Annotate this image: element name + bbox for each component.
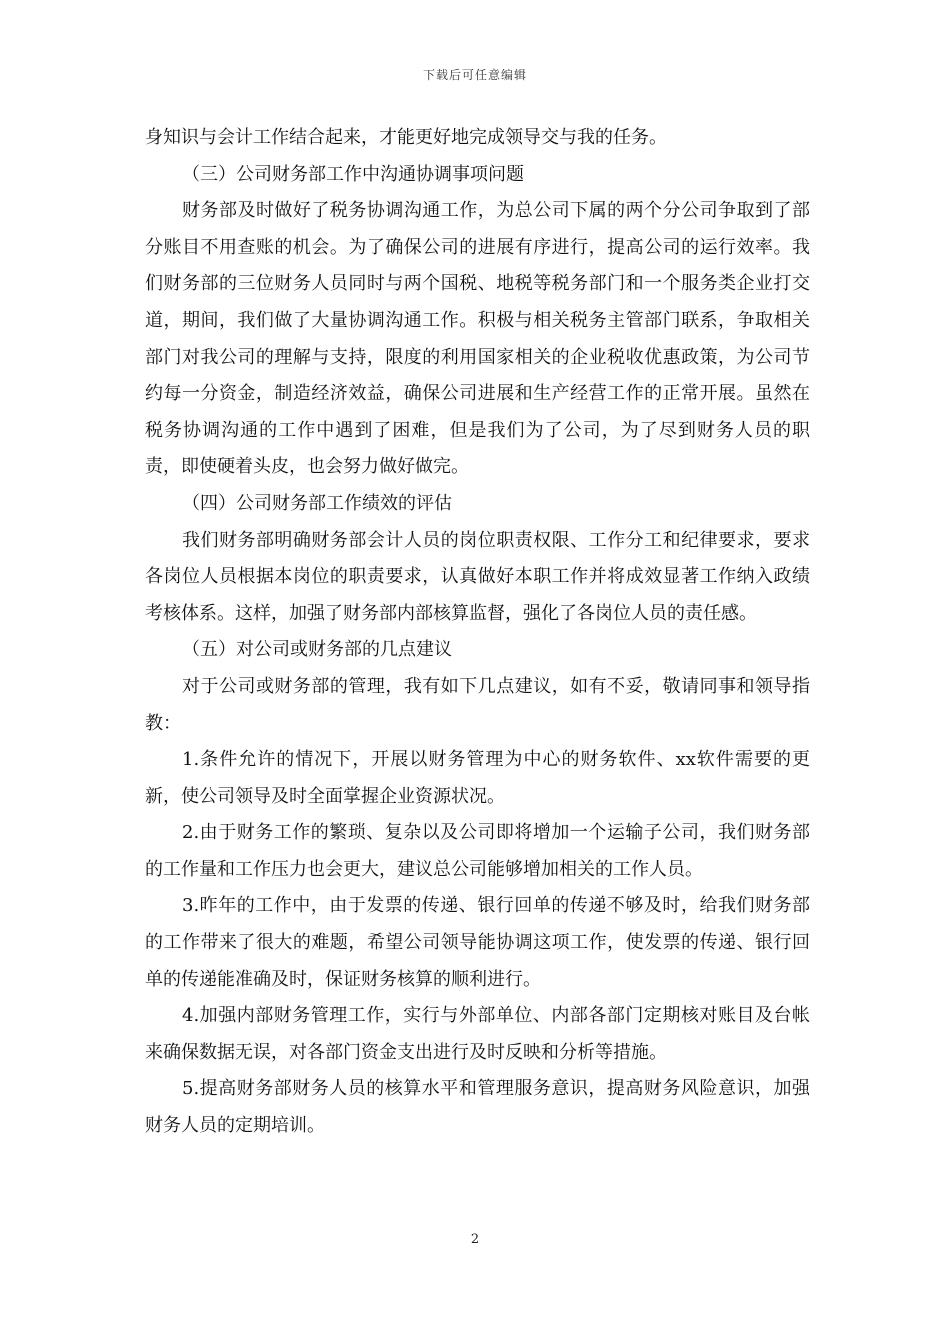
list-item-4: 4.加强内部财务管理工作，实行与外部单位、内部各部门定期核对账目及台帐来确保数据无误，对各部门资金支出进行及时反映和分析等措施。 (145, 1005, 810, 1063)
list-item-5: 5.提高财务部财务人员的核算水平和管理服务意识，提高财务风险意识，加强财务人员的定期培训。 (145, 1078, 810, 1137)
paragraph: 我们财务部明确财务部会计人员的岗位职责权限、工作分工和纪律要求，要求各岗位人员根据本岗位的职责要求，认真做好本职工作并将成效显著工作纳入政绩考核体系。这样，加强了财务部内部核算监督，强化了各岗位人员的责任感。 (145, 529, 810, 624)
paragraph: 对于公司或财务部的管理，我有如下几点建议，如有不妥，敬请同事和领导指教： (145, 675, 810, 734)
list-item-1: 1.条件允许的情况下，开展以财务管理为中心的财务软件、xx软件需要的更新，使公司领导及时全面掌握企业资源状况。 (145, 749, 810, 807)
page-header: 下载后可任意编辑 (422, 68, 527, 82)
list-item-3: 3.昨年的工作中，由于发票的传递、银行回单的传递不够及时，给我们财务部的工作带来了很大的难题，希望公司领导能协调这项工作，使发票的传递、银行回单的传递能准确及时，保证财务核算的顺利进行。 (145, 895, 810, 990)
page-number: 2 (470, 1232, 480, 1247)
paragraph: 财务部及时做好了税务协调沟通工作，为总公司下属的两个分公司争取到了部分账目不用查账的机会。为了确保公司的进展有序进行，提高公司的运行效率。我们财务部的三位财务人员同时与两个国税、地税等税务部门和一个服务类企业打交道，期间，我们做了大量协调沟通工作。积极与相关税务主管部门联系，争取相关部门对我公司的理解与支持，限度的利用国家相关的企业税收优惠政策，为公司节约每一分资金，制造经济效益，确保公司进展和生产经营工作的正常开展。虽然在税务协调沟通的工作中遇到了困难，但是我们为了公司，为了尽到财务人员的职责，即使硬着头皮，也会努力做好做完。 (145, 200, 810, 478)
paragraph-continuation: 身知识与会计工作结合起来，才能更好地完成领导交与我的任务。 (145, 127, 667, 148)
section-heading-4: （四）公司财务部工作绩效的评估 (182, 492, 452, 514)
section-heading-5: （五）对公司或财务部的几点建议 (182, 639, 452, 661)
document-body (145, 120, 810, 1145)
list-item-2: 2.由于财务工作的繁琐、复杂以及公司即将增加一个运输子公司，我们财务部的工作量和工作压力也会更大，建议总公司能够增加相关的工作人员。 (145, 822, 810, 880)
section-heading-3: （三）公司财务部工作中沟通协调事项问题 (182, 163, 524, 185)
